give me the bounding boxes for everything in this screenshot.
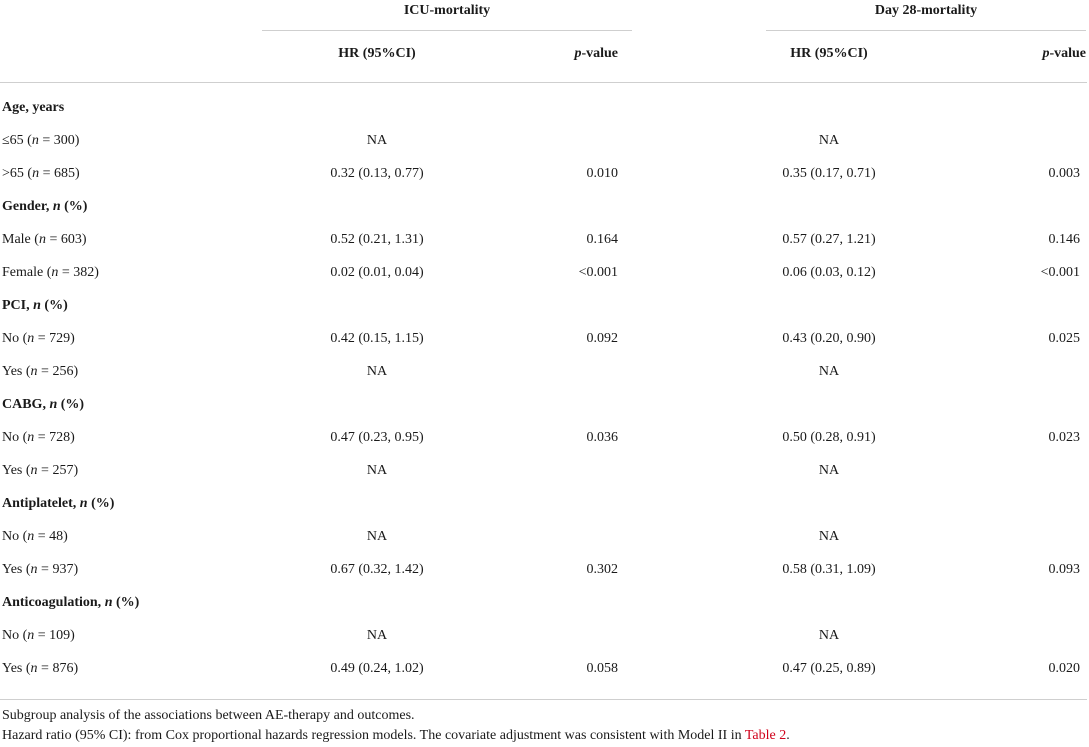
row-label — [2, 256, 99, 289]
footnote-2-text: Hazard ratio (95% CI): from Cox proportional hazards regression models. The covariate adjustment was consistent with Model II in — [2, 728, 745, 743]
table-2-link[interactable]: Table 2 — [744, 728, 787, 743]
label-part: n — [30, 364, 38, 379]
row-label — [2, 355, 78, 388]
label-part: n — [33, 298, 41, 313]
table-row — [0, 322, 1089, 355]
hr-day28-cell: NA — [818, 628, 840, 643]
row-label — [2, 322, 75, 355]
label-part: >65 ( — [2, 166, 33, 181]
p-icu-cell: 0.036 — [586, 430, 618, 445]
label-part: n — [27, 430, 35, 445]
row-label — [2, 520, 68, 553]
section-label — [2, 487, 114, 520]
label-part: Male ( — [2, 232, 39, 247]
p-icu-cell: 0.010 — [586, 166, 618, 181]
p-icu-cell — [520, 454, 618, 487]
label-part: Yes ( — [2, 661, 31, 676]
label-part: No ( — [2, 430, 28, 445]
label-part: = 729) — [34, 331, 75, 346]
label-part: ≤65 ( — [2, 133, 32, 148]
label-part: (%) — [112, 595, 140, 610]
row-label — [2, 454, 78, 487]
label-part: n — [104, 595, 113, 610]
section-label — [2, 289, 68, 322]
label-part: n — [31, 133, 39, 148]
label-part: Female ( — [2, 265, 52, 280]
p-day28-cell — [960, 520, 1080, 553]
label-part: n — [52, 199, 61, 214]
label-part: n — [30, 463, 38, 478]
hr-day28-cell: NA — [818, 463, 840, 478]
hr-day28-cell: NA — [818, 364, 840, 379]
row-label — [2, 157, 80, 190]
column-header-p-day28 — [960, 45, 1086, 63]
p-day28-cell: 0.003 — [1048, 166, 1080, 181]
p-italic: p — [1042, 46, 1050, 61]
section-row — [0, 190, 1089, 223]
label-part: (%) — [40, 298, 68, 313]
p-day28-cell — [960, 454, 1080, 487]
row-label — [2, 553, 78, 586]
hr-day28-cell: 0.50 (0.28, 0.91) — [782, 430, 876, 445]
label-part: = 300) — [38, 133, 80, 148]
header-rule — [0, 82, 1087, 83]
hr-icu-cell: NA — [366, 628, 388, 643]
hr-icu-cell: 0.32 (0.13, 0.77) — [330, 166, 424, 181]
label-part: (%) — [87, 496, 115, 511]
table-row — [0, 256, 1089, 289]
label-part: n — [27, 529, 35, 544]
group-header-day28-mortality: Day 28-mortality — [874, 3, 978, 18]
hr-icu-cell: 0.02 (0.01, 0.04) — [330, 265, 424, 280]
label-part: n — [30, 661, 38, 676]
label-part: = 257) — [37, 463, 79, 478]
table-row — [0, 553, 1089, 586]
label-part: = 382) — [58, 265, 99, 280]
hr-icu-cell: NA — [366, 364, 388, 379]
label-part: n — [27, 331, 35, 346]
table-row — [0, 223, 1089, 256]
label-part: No ( — [2, 628, 28, 643]
section-label — [2, 388, 84, 421]
p-day28-cell: 0.020 — [1048, 661, 1080, 676]
table-bottom-rule — [0, 699, 1087, 700]
group-rule-icu — [262, 30, 632, 31]
row-label — [2, 223, 87, 256]
section-label — [2, 586, 139, 619]
p-icu-cell: 0.302 — [586, 562, 618, 577]
section-row — [0, 91, 1089, 124]
group-header-icu-mortality: ICU-mortality — [403, 3, 491, 18]
hr-day28-cell: 0.58 (0.31, 1.09) — [782, 562, 876, 577]
section-row — [0, 388, 1089, 421]
label-part: (%) — [57, 397, 85, 412]
p-day28-cell: <0.001 — [1040, 265, 1080, 280]
label-part: = 109) — [34, 628, 75, 643]
label-part: = 48) — [34, 529, 68, 544]
hr-icu-cell: 0.49 (0.24, 1.02) — [330, 661, 424, 676]
p-day28-cell: 0.093 — [1048, 562, 1080, 577]
label-part: Yes ( — [2, 463, 31, 478]
table-row — [0, 454, 1089, 487]
section-row — [0, 586, 1089, 619]
p-rest: -value — [1049, 46, 1086, 61]
label-part: (%) — [60, 199, 88, 214]
label-part: No ( — [2, 331, 28, 346]
p-day28-cell — [960, 355, 1080, 388]
hr-day28-cell: 0.06 (0.03, 0.12) — [782, 265, 876, 280]
table-row — [0, 355, 1089, 388]
hr-day28-cell: 0.43 (0.20, 0.90) — [782, 331, 876, 346]
hr-day28-cell: 0.57 (0.27, 1.21) — [782, 232, 876, 247]
table-row — [0, 520, 1089, 553]
label-part: n — [51, 265, 59, 280]
hr-icu-cell: NA — [366, 133, 388, 148]
row-label — [2, 619, 75, 652]
label-part: No ( — [2, 529, 28, 544]
p-icu-cell — [520, 355, 618, 388]
table-row — [0, 652, 1089, 685]
p-icu-cell — [520, 520, 618, 553]
hr-icu-cell: 0.52 (0.21, 1.31) — [330, 232, 424, 247]
column-header-hr-day28: HR (95%CI) — [790, 46, 868, 61]
row-label — [2, 652, 78, 685]
p-day28-cell — [960, 619, 1080, 652]
table-row — [0, 124, 1089, 157]
label-part: n — [30, 562, 38, 577]
p-day28-cell: 0.146 — [1048, 232, 1080, 247]
section-label — [2, 91, 64, 124]
table-row — [0, 421, 1089, 454]
label-part: = 256) — [37, 364, 79, 379]
hr-icu-cell: NA — [366, 463, 388, 478]
label-part: = 728) — [34, 430, 75, 445]
label-part: n — [49, 397, 58, 412]
p-icu-cell: <0.001 — [578, 265, 618, 280]
p-italic: p — [574, 46, 582, 61]
p-day28-cell: 0.025 — [1048, 331, 1080, 346]
label-part: Anticoagulation, — [2, 595, 105, 610]
table-row — [0, 619, 1089, 652]
label-part: n — [32, 166, 40, 181]
hr-icu-cell: 0.67 (0.32, 1.42) — [330, 562, 424, 577]
label-part: = 685) — [39, 166, 80, 181]
hr-icu-cell: 0.47 (0.23, 0.95) — [330, 430, 424, 445]
label-part: = 937) — [37, 562, 79, 577]
label-part: Yes ( — [2, 364, 31, 379]
group-rule-day28 — [766, 30, 1086, 31]
p-rest: -value — [581, 46, 618, 61]
column-header-hr-icu: HR (95%CI) — [338, 46, 416, 61]
label-part: Age, years — [2, 100, 65, 115]
table-row — [0, 157, 1089, 190]
label-part: n — [38, 232, 46, 247]
label-part: Antiplatelet, — [2, 496, 80, 511]
label-part: Yes ( — [2, 562, 31, 577]
label-part: CABG, — [2, 397, 50, 412]
column-header-p-icu — [520, 45, 618, 63]
section-row — [0, 487, 1089, 520]
section-label — [2, 190, 87, 223]
footnote-2 — [2, 727, 790, 745]
label-part: n — [79, 496, 88, 511]
row-label — [2, 124, 79, 157]
p-icu-cell: 0.092 — [586, 331, 618, 346]
section-row — [0, 289, 1089, 322]
label-part: Gender, — [2, 199, 53, 214]
hr-icu-cell: 0.42 (0.15, 1.15) — [330, 331, 424, 346]
label-part: = 876) — [37, 661, 79, 676]
p-icu-cell: 0.164 — [586, 232, 618, 247]
p-day28-cell — [960, 124, 1080, 157]
label-part: n — [27, 628, 35, 643]
hr-icu-cell: NA — [366, 529, 388, 544]
p-icu-cell: 0.058 — [586, 661, 618, 676]
footnote-2-suffix: . — [786, 728, 790, 743]
p-icu-cell — [520, 124, 618, 157]
hr-day28-cell: 0.47 (0.25, 0.89) — [782, 661, 876, 676]
p-icu-cell — [520, 619, 618, 652]
hr-day28-cell: NA — [818, 133, 840, 148]
hr-day28-cell: 0.35 (0.17, 0.71) — [782, 166, 876, 181]
hr-day28-cell: NA — [818, 529, 840, 544]
p-day28-cell: 0.023 — [1048, 430, 1080, 445]
label-part: = 603) — [45, 232, 87, 247]
footnote-1: Subgroup analysis of the associations between AE-therapy and outcomes. — [2, 708, 415, 723]
label-part: PCI, — [2, 298, 34, 313]
row-label — [2, 421, 75, 454]
